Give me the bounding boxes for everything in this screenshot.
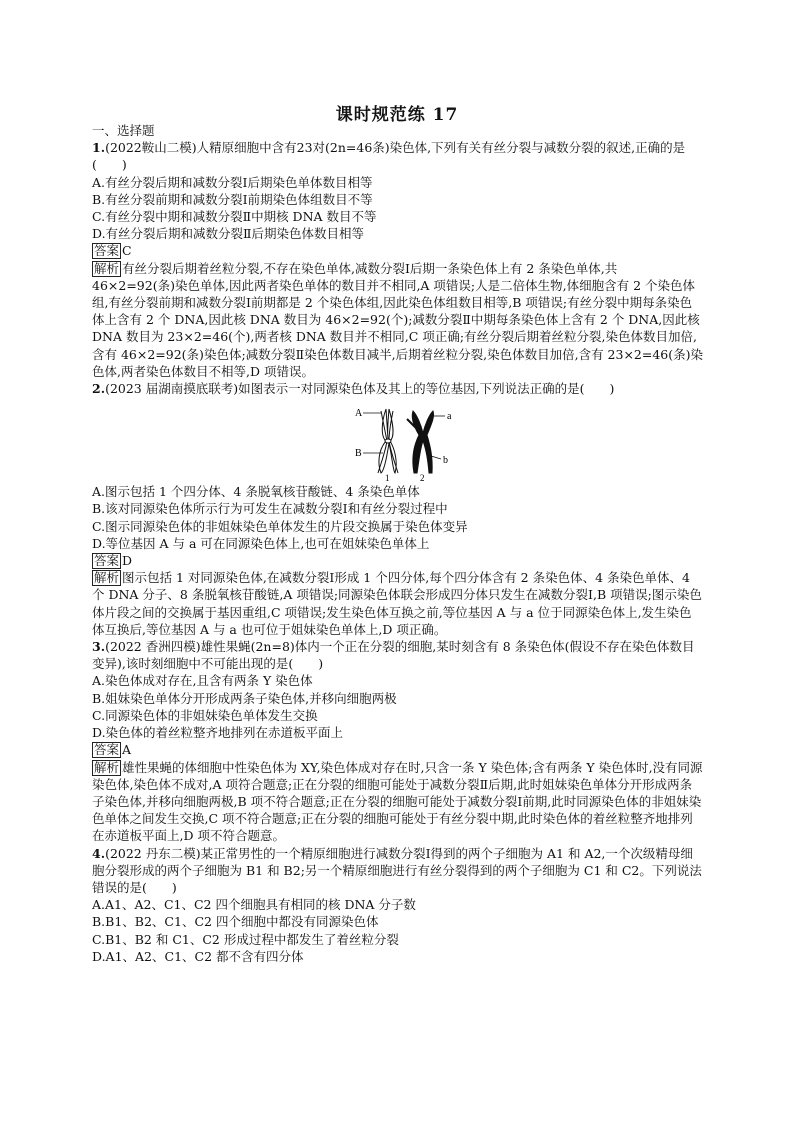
option-b: B.B1、B2、C1、C2 四个细胞中都没有同源染色体 [92,914,379,930]
option-c: C.图示同源染色体的非姐妹染色单体发生的片段交换属于染色体变异 [92,518,468,534]
chromosome-number-2: 2 [420,473,425,482]
option-d: D.染色体的着丝粒整齐地排列在赤道板平面上 [92,725,344,741]
option-c: C.有丝分裂中期和减数分裂Ⅱ中期核 DNA 数目不等 [92,209,377,225]
answer-label: 答案 [94,742,120,758]
question-stem [92,845,704,897]
gene-label-b-lower: b [443,455,448,467]
question-number: 3. [92,639,106,655]
gene-label-a-upper: A [355,408,363,420]
answer-label: 答案 [94,553,120,569]
analysis-paragraph [92,260,704,380]
analysis-text: 有丝分裂后期着丝粒分裂,不存在染色单体,减数分裂Ⅰ后期一条染色体上有 2 条染色单体,共 46×2=92(条)染色单体,因此两者染色单体的数目并不相同,A 项错误;人是二倍体生物,体细胞含有 2 个染色体组,有丝分裂前期和减数分裂Ⅰ前期都是 2 个染色体组,因此染色体组数目相等,B 项错误;有丝分裂中期每条染色体上含有 2 个 DNA,因此核 DNA 数目为 46×2=92(个);减数分裂Ⅱ中期每条染色体上含有 2 个 DNA,因此核 DNA 数目为 23×2=46(个),两者核 DNA 数目并不相同,C 项正确;有丝分裂后期着丝粒分裂,染色体数目加倍,含有 46×2=92(条)染色体;减数分裂Ⅱ染色体数目减半,后期着丝粒分裂,染色体数目加倍,含有 23×2=46(条)染色体,两者染色体数目不相等,D 项错误。 [92,260,704,379]
option-b: B.姐妹染色单体分开形成两条子染色体,并移向细胞两极 [92,690,397,706]
answer-line [92,741,704,758]
answer-value: A [122,742,132,758]
option-a: A.图示包括 1 个四分体、4 条脱氧核苷酸链、4 条染色单体 [92,484,420,500]
question-stem [92,638,704,672]
question-text: (2023 届湖南摸底联考)如图表示一对同源染色体及其上的等位基因,下列说法正确的是( ) [105,381,615,397]
question-number: 4. [92,845,106,861]
chromosome-1 [378,409,398,473]
option-c: C.B1、B2 和 C1、C2 形成过程中都发生了着丝粒分裂 [92,931,399,947]
option-a: A.有丝分裂后期和减数分裂Ⅰ后期染色单体数目相等 [92,174,373,190]
answer-value: C [122,243,132,259]
analysis-text: 图示包括 1 对同源染色体,在减数分裂Ⅰ形成 1 个四分体,每个四分体含有 2 条染色体、4 条染色单体、4 个 DNA 分子、8 条脱氧核苷酸链,A 项错误;同源染色体联会形成四分体只发生在减数分裂Ⅰ,B 项错误;图示染色体片段之间的交换属于基因重组,C 项错误;发生染色体互换之前,等位基因 A 与 a 位于同源染色体上,发生染色体互换后,等位基因 A 与 a 也可位于姐妹染色单体上,D 项正确。 [92,570,702,637]
page-title: 课时规范练 17 [335,105,459,125]
option-a: A.染色体成对存在,且含有两条 Y 染色体 [92,673,313,689]
content [92,122,704,965]
section-heading: 一、选择题 [92,123,155,138]
option-d: D.A1、A2、C1、C2 都不含有四分体 [92,948,304,964]
homologous-chromosome-diagram [343,401,473,481]
option-c: C.同源染色体的非姐妹染色单体发生交换 [92,707,318,723]
question-number: 1. [92,140,106,156]
question-text: (2022鞍山二模)人精原细胞中含有23对(2n=46条)染色体,下列有关有丝分裂与减数分裂的叙述,正确的是( ) [92,140,686,173]
dark-chromatids [412,411,433,473]
answer-value: D [122,553,133,569]
chromosome-figure [112,401,704,481]
question-stem [92,139,704,173]
question-4 [92,845,704,965]
question-stem [92,380,704,397]
gene-label-b-upper: B [355,448,362,460]
chromosome-number-1: 1 [385,473,390,482]
option-b: B.有丝分裂前期和减数分裂Ⅰ前期染色体组数目不等 [92,191,373,207]
question-1 [92,139,704,380]
analysis-label: 解析 [94,570,120,586]
gene-label-a-lower: a [447,411,452,423]
option-a: A.A1、A2、C1、C2 四个细胞具有相同的核 DNA 分子数 [92,897,416,913]
analysis-label: 解析 [94,260,120,276]
answer-label: 答案 [94,243,120,259]
centromere-1 [385,439,391,443]
option-d: D.有丝分裂后期和减数分裂Ⅱ后期染色体数目相等 [92,226,365,242]
question-number: 2. [92,381,106,397]
answer-line [92,242,704,259]
pointer-line-b-lower [431,456,441,459]
analysis-paragraph [92,759,704,845]
question-text: (2022 香洲四模)雄性果蝇(2n=8)体内一个正在分裂的细胞,某时刻含有 8 条染色体(假设不存在染色体数目变异),该时刻细胞中不可能出现的是( ) [92,639,695,672]
chromosome-2 [407,411,434,473]
answer-line [92,552,704,569]
option-b: B.该对同源染色体所示行为可发生在减数分裂Ⅰ和有丝分裂过程中 [92,501,448,517]
analysis-text: 雄性果蝇的体细胞中性染色体为 XY,染色体成对存在时,只含一条 Y 染色体;含有两条 Y 染色体时,没有同源染色体,染色体不成对,A 项符合题意;正在分裂的细胞可能处于减数分裂Ⅱ后期,此时姐妹染色单体分开形成两条子染色体,并移向细胞两极,B 项不符合题意;正在分裂的细胞可能处于减数分裂Ⅰ前期,此时同源染色体的非姐妹染色单体之间发生交换,C 项不符合题意;正在分裂的细胞可能处于有丝分裂中期,此时染色体的着丝粒整齐地排列在赤道板平面上,D 项不符合题意。 [92,759,703,844]
question-3 [92,638,704,844]
question-2 [92,380,704,638]
analysis-label: 解析 [94,759,120,775]
question-text: (2022 丹东二模)某正常男性的一个精原细胞进行减数分裂Ⅰ得到的两个子细胞为 A1 和 A2,一个次级精母细胞分裂形成的两个子细胞为 B1 和 B2;另一个精原细胞进行有丝分裂得到的两个子细胞为 C1 和 C2。下列说法错误的是( ) [92,845,702,895]
analysis-paragraph [92,569,704,638]
option-d: D.等位基因 A 与 a 可在同源染色体上,也可在姐妹染色单体上 [92,535,430,551]
